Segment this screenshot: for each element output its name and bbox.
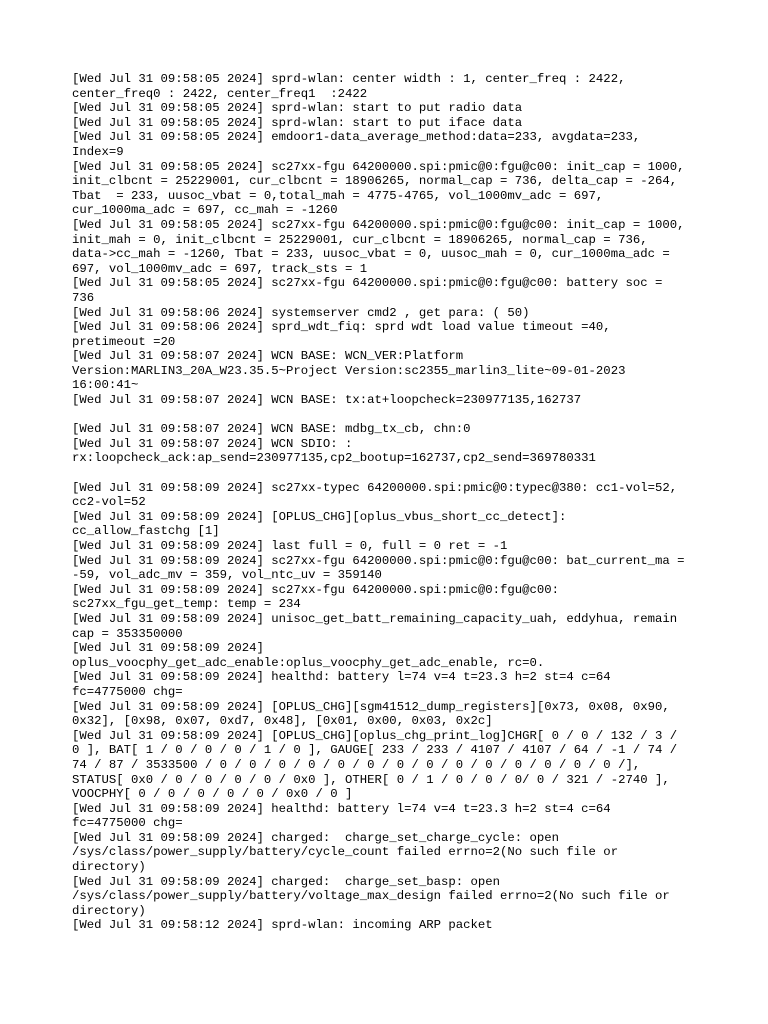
log-entry: [Wed Jul 31 09:58:07 2024] WCN BASE: WCN_VER:Platform Version:MARLIN3_20A_W23.35.5~Project Version:sc2355_marlin3_lite~09-01-2023 16:00:41~ bbox=[72, 349, 626, 393]
log-entry: [Wed Jul 31 09:58:05 2024] sc27xx-fgu 64200000.spi:pmic@0:fgu@c00: init_cap = 1000, init_clbcnt = 25229001, cur_clbcnt = 18906265, normal_cap = 736, delta_cap = -264, Tbat = 233, uusoc_vbat = 0,total_mah = 4775-4765, vol_1000mv_adc = 697, cur_1000ma_adc = 697, cc_mah = -1260 bbox=[72, 159, 685, 218]
log-entry: [Wed Jul 31 09:58:09 2024] oplus_voocphy_get_adc_enable:oplus_voocphy_get_adc_enable, rc=0. bbox=[72, 641, 545, 670]
log-entry: [Wed Jul 31 09:58:09 2024] [OPLUS_CHG][sgm41512_dump_registers][0x73, 0x08, 0x90, 0x32], [0x98, 0x07, 0xd7, 0x48], [0x01, 0x00, 0x03, 0x2c] bbox=[72, 699, 670, 729]
log-entry: [Wed Jul 31 09:58:09 2024] sc27xx-typec 64200000.spi:pmic@0:typec@380: cc1-vol=52, cc2-vol=52 bbox=[72, 480, 678, 510]
log-entry: [Wed Jul 31 09:58:07 2024] WCN BASE: mdbg_tx_cb, chn:0 bbox=[72, 422, 471, 437]
log-entry: [Wed Jul 31 09:58:09 2024] charged: charge_set_charge_cycle: open /sys/class/power_supply/battery/cycle_count failed errno=2(No such file or directory) bbox=[72, 830, 619, 875]
log-entry: [Wed Jul 31 09:58:09 2024] unisoc_get_batt_remaining_capacity_uah, eddyhua, remain cap = 353350000 bbox=[72, 611, 678, 641]
blank-line bbox=[72, 466, 712, 481]
log-entry: [Wed Jul 31 09:58:05 2024] sprd-wlan: start to put radio data bbox=[72, 101, 523, 116]
log-entry: [Wed Jul 31 09:58:09 2024] charged: charge_set_basp: open /sys/class/power_supply/battery/voltage_max_design failed errno=2(No such file or directory) bbox=[72, 874, 670, 918]
log-entry: [Wed Jul 31 09:58:09 2024] sc27xx-fgu 64200000.spi:pmic@0:fgu@c00: sc27xx_fgu_get_temp: temp = 234 bbox=[72, 582, 560, 612]
log-entry: [Wed Jul 31 09:58:06 2024] sprd_wdt_fiq: sprd wdt load value timeout =40, pretimeout =20 bbox=[72, 320, 611, 349]
log-entry: [Wed Jul 31 09:58:06 2024] systemserver cmd2 , get para: ( 50) bbox=[72, 305, 530, 320]
log-entry: [Wed Jul 31 09:58:05 2024] sc27xx-fgu 64200000.spi:pmic@0:fgu@c00: battery soc = 736 bbox=[72, 276, 663, 305]
log-entry: [Wed Jul 31 09:58:09 2024] healthd: battery l=74 v=4 t=23.3 h=2 st=4 c=64 fc=4775000 chg= bbox=[72, 670, 611, 699]
log-entry: [Wed Jul 31 09:58:12 2024] sprd-wlan: incoming ARP packet bbox=[72, 918, 493, 933]
log-entry: [Wed Jul 31 09:58:05 2024] sprd-wlan: start to put iface data bbox=[72, 115, 523, 130]
log-entry: [Wed Jul 31 09:58:09 2024] sc27xx-fgu 64200000.spi:pmic@0:fgu@c00: bat_current_ma = -59, vol_adc_mv = 359, vol_ntc_uv = 359140 bbox=[72, 553, 685, 583]
kernel-log-document bbox=[72, 72, 712, 933]
log-entry: [Wed Jul 31 09:58:05 2024] emdoor1-data_average_method:data=233, avgdata=233, Index=9 bbox=[72, 130, 641, 159]
log-entry: [Wed Jul 31 09:58:05 2024] sc27xx-fgu 64200000.spi:pmic@0:fgu@c00: init_cap = 1000, init_mah = 0, init_clbcnt = 25229001, cur_clbcnt = 18906265, normal_cap = 736, data->cc_mah = -1260, Tbat = 233, uusoc_vbat = 0, uusoc_mah = 0, cur_1000ma_adc = 697, vol_1000mv_adc = 697, track_sts = 1 bbox=[72, 217, 685, 276]
log-entry: [Wed Jul 31 09:58:09 2024] [OPLUS_CHG][oplus_vbus_short_cc_detect]: cc_allow_fastchg [1] bbox=[72, 509, 567, 539]
log-entry: [Wed Jul 31 09:58:09 2024] last full = 0, full = 0 ret = -1 bbox=[72, 539, 508, 553]
log-entry: [Wed Jul 31 09:58:07 2024] WCN SDIO: : rx:loopcheck_ack:ap_send=230977135,cp2_bootup=162737,cp2_send=369780331 bbox=[72, 436, 596, 466]
blank-line bbox=[72, 408, 712, 423]
log-entry: [Wed Jul 31 09:58:09 2024] healthd: battery l=74 v=4 t=23.3 h=2 st=4 c=64 fc=4775000 chg= bbox=[72, 801, 611, 831]
log-entry: [Wed Jul 31 09:58:09 2024] [OPLUS_CHG][oplus_chg_print_log]CHGR[ 0 / 0 / 132 / 3 / 0 ], BAT[ 1 / 0 / 0 / 0 / 1 / 0 ], GAUGE[ 233 / 233 / 4107 / 4107 / 64 / -1 / 74 / 74 / 87 / 3533500 / 0 / 0 / 0 / 0 / 0 / 0 / 0 / 0 / 0 / 0 / 0 / 0 / 0 / 0 /], STATUS[ 0x0 / 0 / 0 / 0 / 0 / 0x0 ], OTHER[ 0 / 1 / 0 / 0 / 0/ 0 / 321 / -2740 ], VOOCPHY[ 0 / 0 / 0 / 0 / 0 / 0x0 / 0 ] bbox=[72, 728, 678, 802]
log-entry: [Wed Jul 31 09:58:05 2024] sprd-wlan: center width : 1, center_freq : 2422, center_freq0 : 2422, center_freq1 :2422 bbox=[72, 72, 626, 101]
log-entry: [Wed Jul 31 09:58:07 2024] WCN BASE: tx:at+loopcheck=230977135,162737 bbox=[72, 393, 582, 408]
